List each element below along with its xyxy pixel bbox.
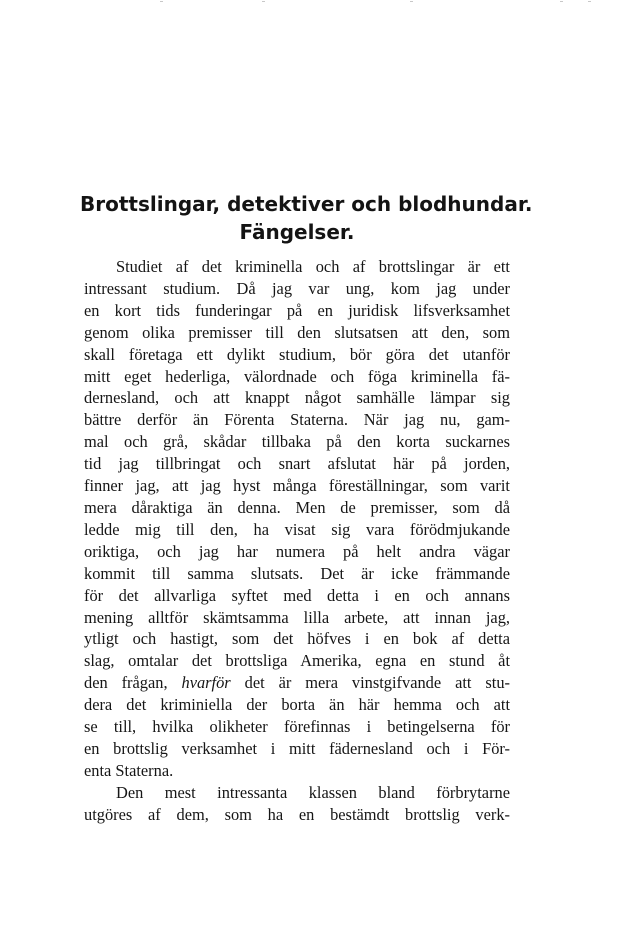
text-line: en kort tids funderingar på en juridisk lifsverksamhet (84, 300, 510, 320)
text-line: enta Staterna. (84, 760, 174, 780)
text-line-with-emphasis (84, 672, 510, 694)
text-line: oriktiga, och jag har numera på helt andra vägar (84, 541, 510, 561)
text-fragment: den frågan, (84, 673, 168, 693)
text-line: intressant studium. Då jag var ung, kom jag under (84, 278, 510, 298)
text-line: skall företaga ett dylikt studium, bör göra det utanför (84, 344, 510, 364)
emphasized-word: hvarför (181, 673, 231, 693)
scan-edge-marks (0, 0, 632, 6)
text-line: se till, hvilka olikheter förefinnas i betingelserna för (84, 717, 510, 737)
text-line: finner jag, att jag hyst många föreställningar, som varit (84, 476, 510, 496)
text-line: slag, omtalar det brottsliga Amerika, egna en stund åt (84, 651, 510, 671)
text-fragment: det är mera vinstgifvande att stu- (244, 673, 510, 693)
chapter-title: Brottslingar, detektiver och blodhundar. (80, 192, 533, 216)
text-line: dera det kriminiella der borta än här hemma och att (84, 695, 510, 715)
text-line: dernesland, och att knappt något samhälle lämpar sig (84, 388, 510, 408)
chapter-body (84, 256, 510, 826)
chapter-subtitle: Fängelser. (239, 220, 355, 244)
text-line: bättre derför än Förenta Staterna. När jag nu, gam- (84, 410, 510, 430)
text-line: för det allvarliga syftet med detta i en och annans (84, 585, 510, 605)
text-line: en brottslig verksamhet i mitt fädernesland och i För- (84, 738, 510, 758)
text-line: mera dåraktiga än denna. Men de premisser, som då (84, 497, 510, 517)
text-line: genom olika premisser till den slutsatsen att den, som (84, 322, 510, 342)
text-line: Studiet af det kriminella och af brottslingar är ett (116, 257, 510, 276)
text-line: ledde mig till den, ha visat sig vara förödmjukande (84, 519, 510, 539)
text-line: kommit till samma slutsats. Det är icke främmande (84, 563, 510, 583)
text-line: tid jag tillbringat och snart afslutat här på jorden, (84, 454, 510, 474)
text-line: mening alltför skämtsamma lilla arbete, att innan jag, (84, 607, 510, 627)
text-line: ytligt och hastigt, som det höfves i en bok af detta (84, 629, 510, 649)
text-line: mitt eget hederliga, välordnade och föga kriminella fä- (84, 366, 510, 386)
text-line: Den mest intressanta klassen bland förbrytarne (116, 782, 510, 802)
text-line: utgöres af dem, som ha en bestämdt brottslig verk- (84, 804, 510, 824)
text-line: mal och grå, skådar tillbaka på den korta suckarnes (84, 432, 510, 452)
